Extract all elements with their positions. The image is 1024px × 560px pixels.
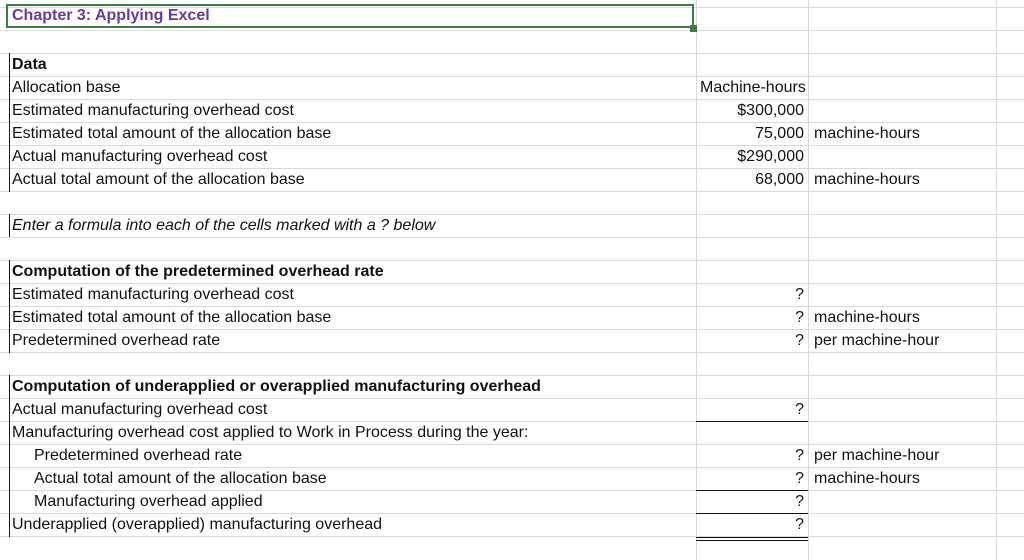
sheet-title[interactable]: Chapter 3: Applying Excel: [12, 7, 210, 24]
fill-handle[interactable]: [690, 25, 697, 32]
underapplied-heading[interactable]: Computation of underapplied or overapplied manufacturing overhead: [12, 378, 541, 395]
data-value-est-overhead[interactable]: $300,000: [737, 102, 804, 119]
range-border: [9, 53, 10, 192]
under-formula-cell-overhead-applied[interactable]: ?: [795, 493, 804, 510]
data-value-est-base[interactable]: 75,000: [755, 125, 804, 142]
under-label-actual-base[interactable]: Actual total amount of the allocation base: [34, 470, 327, 487]
gridline: [0, 30, 1024, 31]
column-gridline: [996, 0, 997, 560]
pred-label-est-overhead[interactable]: Estimated manufacturing overhead cost: [12, 286, 294, 303]
under-unit-pred-rate[interactable]: per machine-hour: [814, 447, 940, 464]
instruction-text[interactable]: Enter a formula into each of the cells marked with a ? below: [12, 217, 436, 234]
gridline: [0, 352, 1024, 353]
single-underline: [696, 513, 808, 514]
gridline: [0, 76, 1024, 77]
pred-formula-cell-est-base[interactable]: ?: [795, 309, 804, 326]
pred-unit-rate[interactable]: per machine-hour: [814, 332, 940, 349]
data-label-actual-base[interactable]: Actual total amount of the allocation base: [12, 171, 305, 188]
under-label-actual-overhead[interactable]: Actual manufacturing overhead cost: [12, 401, 268, 418]
under-formula-cell-actual-base[interactable]: ?: [795, 470, 804, 487]
data-label-est-overhead[interactable]: Estimated manufacturing overhead cost: [12, 102, 294, 119]
data-label-allocation-base[interactable]: Allocation base: [12, 79, 121, 96]
double-underline-bottom: [696, 540, 808, 541]
under-formula-cell-under-over[interactable]: ?: [795, 516, 804, 533]
data-unit-est-base[interactable]: machine-hours: [814, 125, 920, 142]
pred-formula-cell-rate[interactable]: ?: [795, 332, 804, 349]
under-label-overhead-applied[interactable]: Manufacturing overhead applied: [34, 493, 263, 510]
data-unit-actual-base[interactable]: machine-hours: [814, 171, 920, 188]
gridline: [0, 536, 1024, 537]
under-label-applied-heading[interactable]: Manufacturing overhead cost applied to Work in Process during the year:: [12, 424, 529, 441]
pred-label-est-base[interactable]: Estimated total amount of the allocation base: [12, 309, 332, 326]
pred-unit-est-base[interactable]: machine-hours: [814, 309, 920, 326]
data-heading[interactable]: Data: [12, 56, 47, 73]
predetermined-heading[interactable]: Computation of the predetermined overhead rate: [12, 263, 384, 280]
data-label-actual-overhead[interactable]: Actual manufacturing overhead cost: [12, 148, 268, 165]
under-formula-cell-pred-rate[interactable]: ?: [795, 447, 804, 464]
under-unit-actual-base[interactable]: machine-hours: [814, 470, 920, 487]
gridline: [0, 53, 1024, 54]
range-border: [9, 260, 10, 353]
under-formula-cell-actual-overhead[interactable]: ?: [795, 401, 804, 418]
range-border: [9, 375, 10, 537]
pred-formula-cell-est-overhead[interactable]: ?: [795, 286, 804, 303]
under-label-under-over[interactable]: Underapplied (overapplied) manufacturing overhead: [12, 516, 383, 533]
range-border: [9, 214, 10, 237]
single-underline: [696, 421, 808, 422]
data-label-est-base[interactable]: Estimated total amount of the allocation base: [12, 125, 332, 142]
gridline: [0, 237, 1024, 238]
data-value-actual-base[interactable]: 68,000: [755, 171, 804, 188]
data-value-allocation-base[interactable]: Machine-hours: [700, 79, 806, 96]
double-underline-top: [696, 537, 808, 538]
pred-label-rate[interactable]: Predetermined overhead rate: [12, 332, 221, 349]
under-label-pred-rate[interactable]: Predetermined overhead rate: [34, 447, 243, 464]
data-value-actual-overhead[interactable]: $290,000: [737, 148, 804, 165]
gridline: [0, 191, 1024, 192]
single-underline: [696, 490, 808, 491]
